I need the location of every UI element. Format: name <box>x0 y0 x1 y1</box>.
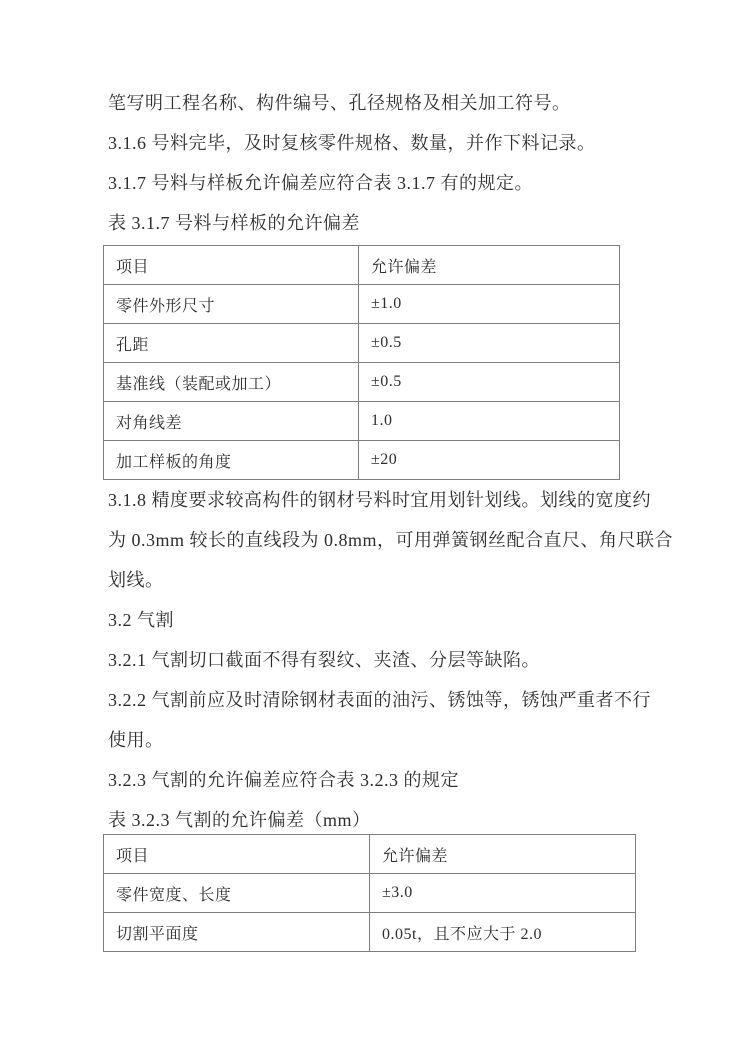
table-header-item: 项目 <box>104 835 370 874</box>
table-value-cell: ±20 <box>359 441 620 480</box>
table-value-cell: ±3.0 <box>370 874 636 913</box>
table-3-2-3 <box>103 834 636 952</box>
paragraph-3-1-8-line-2: 为 0.3mm 较长的直线段为 0.8mm，可用弹簧钢丝配合直尺、角尺联合 <box>108 530 674 550</box>
table-item-cell: 孔距 <box>104 324 359 363</box>
table-row <box>104 874 636 913</box>
paragraph-3-1-8-line-3: 划线。 <box>108 570 164 590</box>
table-value-cell: ±0.5 <box>359 324 620 363</box>
paragraph-3-2-1: 3.2.1 气割切口截面不得有裂纹、夹渣、分层等缺陷。 <box>108 650 540 670</box>
table-row <box>104 441 620 480</box>
table-value-cell: 1.0 <box>359 402 620 441</box>
paragraph-intro: 笔写明工程名称、构件编号、孔径规格及相关加工符号。 <box>108 93 571 113</box>
table-item-cell: 对角线差 <box>104 402 359 441</box>
table-item-cell: 零件宽度、长度 <box>104 874 370 913</box>
table-item-cell: 切割平面度 <box>104 913 370 952</box>
paragraph-3-1-6: 3.1.6 号料完毕，及时复核零件规格、数量，并作下料记录。 <box>108 133 596 153</box>
table-header-row <box>104 835 636 874</box>
page-content <box>108 83 674 952</box>
table-header-tolerance: 允许偏差 <box>370 835 636 874</box>
table-row <box>104 913 636 952</box>
table-item-cell: 零件外形尺寸 <box>104 285 359 324</box>
paragraph-3-2-3: 3.2.3 气割的允许偏差应符合表 3.2.3 的规定 <box>108 770 459 790</box>
table-row <box>104 363 620 402</box>
table-header-row <box>104 246 620 285</box>
table-value-cell: ±1.0 <box>359 285 620 324</box>
table-header-tolerance: 允许偏差 <box>359 246 620 285</box>
table-3-1-7-caption: 表 3.1.7 号料与样板的允许偏差 <box>108 213 360 233</box>
table-value-cell: ±0.5 <box>359 363 620 402</box>
table-row <box>104 285 620 324</box>
paragraph-3-1-8-line-1: 3.1.8 精度要求较高构件的钢材号料时宜用划针划线。划线的宽度约 <box>108 490 651 510</box>
table-value-cell: 0.05t，且不应大于 2.0 <box>370 913 636 952</box>
paragraph-3-1-7: 3.1.7 号料与样板允许偏差应符合表 3.1.7 有的规定。 <box>108 173 533 193</box>
table-3-1-7 <box>103 245 620 480</box>
table-row <box>104 324 620 363</box>
table-item-cell: 基准线（装配或加工） <box>104 363 359 402</box>
table-item-cell: 加工样板的角度 <box>104 441 359 480</box>
table-header-item: 项目 <box>104 246 359 285</box>
table-3-2-3-caption: 表 3.2.3 气割的允许偏差（mm） <box>108 810 371 830</box>
table-row <box>104 402 620 441</box>
heading-3-2: 3.2 气割 <box>108 610 174 630</box>
paragraph-3-2-2-line-2: 使用。 <box>108 730 164 750</box>
paragraph-3-2-2-line-1: 3.2.2 气割前应及时清除钢材表面的油污、锈蚀等，锈蚀严重者不行 <box>108 690 651 710</box>
